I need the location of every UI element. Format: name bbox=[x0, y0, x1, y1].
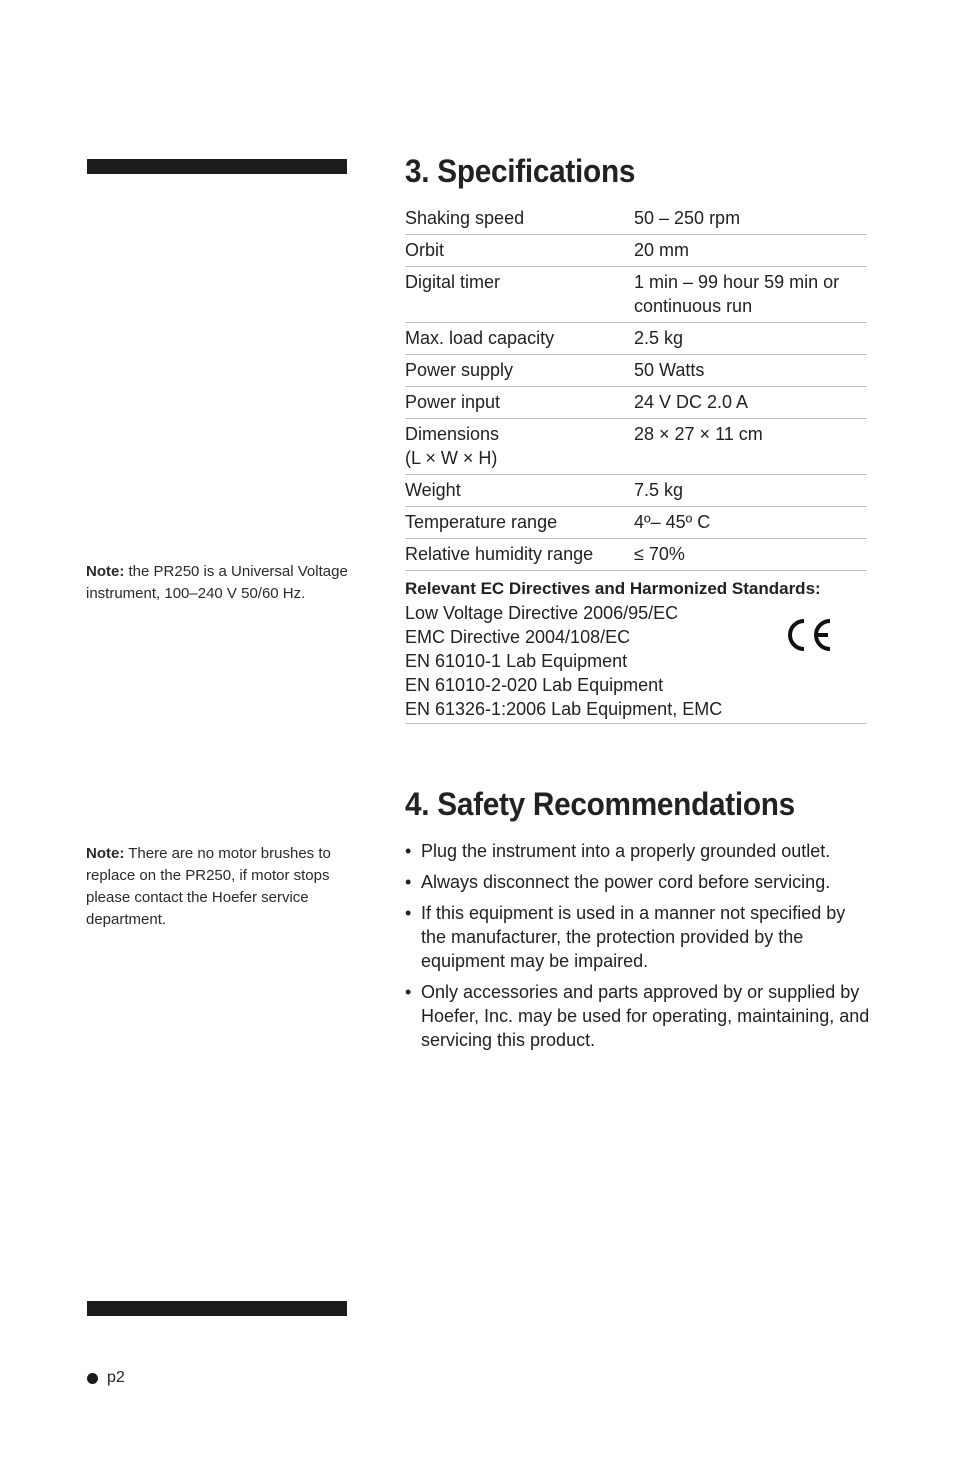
spec-row bbox=[405, 323, 867, 355]
bullet-icon: • bbox=[405, 982, 412, 1002]
spec-label: Power input bbox=[405, 392, 501, 412]
list-item-text: If this equipment is used in a manner not specified by the manufacturer, the protection provided by the equipment may be impaired. bbox=[421, 903, 846, 971]
list-item-text: Only accessories and parts approved by or supplied by Hoefer, Inc. may be used for operating, maintaining, and servicing this product. bbox=[421, 982, 870, 1050]
note-text: the PR250 is a Universal Voltage instrument, 100–240 V 50/60 Hz. bbox=[86, 563, 348, 602]
ce-mark-icon bbox=[785, 617, 835, 653]
note-label: Note: bbox=[86, 845, 125, 862]
spec-row bbox=[405, 267, 867, 323]
safety-list bbox=[405, 839, 875, 1059]
spec-label: Shaking speed bbox=[405, 208, 525, 228]
specifications-table bbox=[405, 203, 867, 724]
spec-value: 24 V DC 2.0 A bbox=[634, 392, 749, 412]
directive-item: EN 61010-2-020 Lab Equipment bbox=[405, 675, 664, 695]
spec-label: Temperature range bbox=[405, 512, 558, 532]
spec-label: Orbit bbox=[405, 240, 445, 260]
page-number: p2 bbox=[107, 1369, 125, 1386]
list-item bbox=[405, 901, 875, 973]
spec-label: Relative humidity range bbox=[405, 544, 594, 564]
bullet-icon: • bbox=[405, 872, 412, 892]
spec-row bbox=[405, 419, 867, 475]
directive-item: EMC Directive 2004/108/EC bbox=[405, 627, 631, 647]
spec-row bbox=[405, 539, 867, 571]
spec-value: 4º– 45º C bbox=[634, 512, 711, 532]
spec-label-line: Dimensions bbox=[405, 424, 500, 444]
list-item bbox=[405, 839, 875, 863]
voltage-note bbox=[86, 561, 348, 605]
directive-item: EN 61326-1:2006 Lab Equipment, EMC bbox=[405, 699, 723, 719]
safety-heading: 4. Safety Recommendations bbox=[405, 786, 795, 822]
ec-directives bbox=[405, 571, 867, 724]
top-rule-bar bbox=[87, 159, 347, 174]
spec-label bbox=[405, 422, 634, 470]
spec-label: Digital timer bbox=[405, 272, 501, 292]
motor-note bbox=[86, 843, 348, 931]
spec-label: Power supply bbox=[405, 360, 514, 380]
spec-row bbox=[405, 355, 867, 387]
spec-value: 1 min – 99 hour 59 min or continuous run bbox=[634, 272, 840, 316]
spec-row bbox=[405, 235, 867, 267]
spec-row bbox=[405, 387, 867, 419]
bullet-icon: • bbox=[405, 903, 412, 923]
list-item bbox=[405, 870, 875, 894]
list-item-text: Always disconnect the power cord before servicing. bbox=[421, 872, 831, 892]
spec-value: ≤ 70% bbox=[634, 544, 685, 564]
spec-row bbox=[405, 507, 867, 539]
directive-item: Low Voltage Directive 2006/95/EC bbox=[405, 603, 679, 623]
spec-label: Max. load capacity bbox=[405, 328, 555, 348]
spec-value: 50 – 250 rpm bbox=[634, 208, 741, 228]
note-text: There are no motor brushes to replace on the PR250, if motor stops please contact the Hoefer service department. bbox=[86, 845, 331, 928]
spec-label: Weight bbox=[405, 480, 461, 500]
bullet-disc-icon bbox=[87, 1373, 98, 1384]
spec-value: 20 mm bbox=[634, 240, 690, 260]
spec-value: 7.5 kg bbox=[634, 480, 684, 500]
spec-value: 50 Watts bbox=[634, 360, 705, 380]
spec-row bbox=[405, 203, 867, 235]
directives-heading: Relevant EC Directives and Harmonized Standards: bbox=[405, 579, 821, 598]
spec-value: 28 × 27 × 11 cm bbox=[634, 424, 763, 444]
spec-row bbox=[405, 475, 867, 507]
directive-item: EN 61010-1 Lab Equipment bbox=[405, 651, 628, 671]
spec-value: 2.5 kg bbox=[634, 328, 684, 348]
list-item-text: Plug the instrument into a properly grounded outlet. bbox=[421, 841, 831, 861]
spec-label-line: (L × W × H) bbox=[405, 448, 498, 468]
bullet-icon: • bbox=[405, 841, 412, 861]
specifications-heading: 3. Specifications bbox=[405, 153, 636, 189]
note-label: Note: bbox=[86, 563, 125, 580]
page-footer bbox=[87, 1369, 125, 1387]
bottom-rule-bar bbox=[87, 1301, 347, 1316]
list-item bbox=[405, 980, 875, 1052]
